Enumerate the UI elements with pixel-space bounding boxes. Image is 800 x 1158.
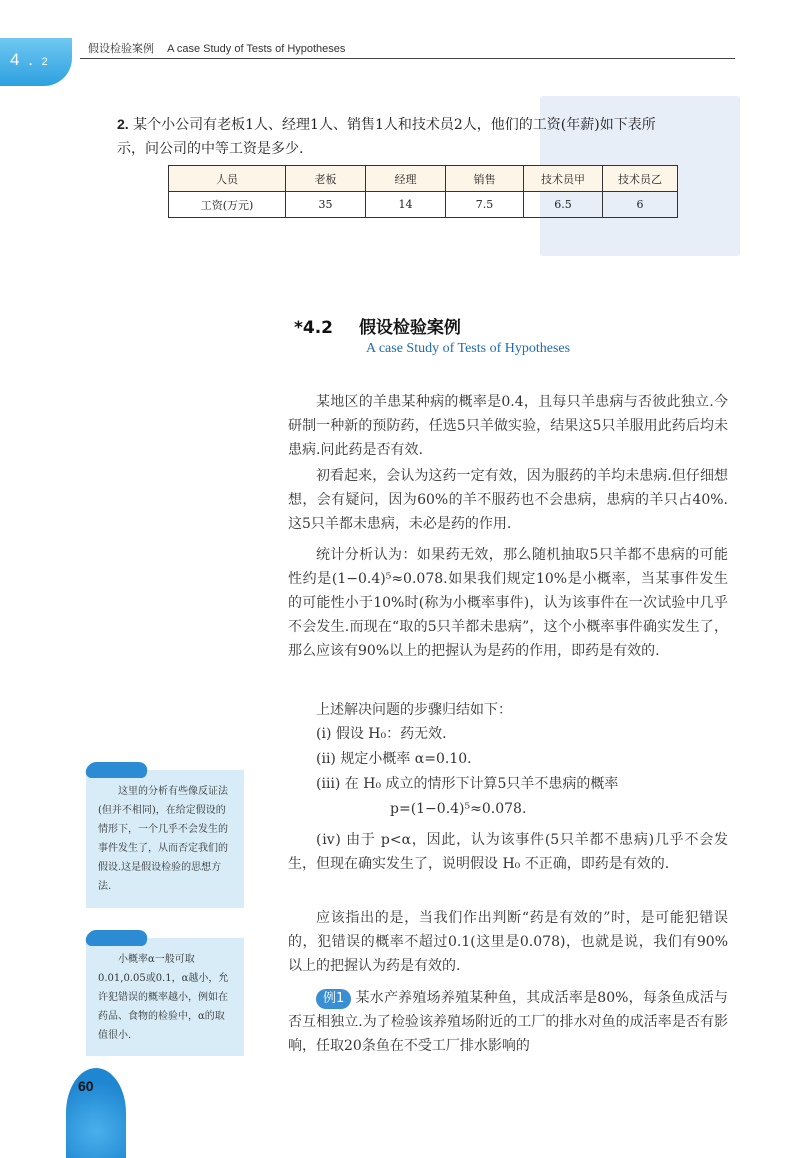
paragraph-4: 上述解决问题的步骤归结如下： [316, 702, 512, 718]
table-cell: 销售 [446, 166, 524, 192]
paragraph-3: 统计分析认为：如果药无效，那么随机抽取5只羊都不患病的可能性约是(1−0.4)⁵≈0.078.如果我们规定10%是小概率，当某事件发生的可能性小于10%时(称为小概率事件)，认为该事件在一次试验中几乎不会发生.而现在“取的5只羊都未患病”，这个小概率事件确实发生了，那么应该有90%以上的把握认为是药的作用，即药是有效的. [288, 547, 728, 659]
example-1 [288, 986, 728, 1058]
running-header-zh: 假设检验案例 [88, 42, 154, 55]
table-cell: 6.5 [524, 192, 603, 218]
step-3: (ⅲ) 在 H₀ 成立的情形下计算5只羊不患病的概率 [316, 776, 619, 792]
section-heading-en: A case Study of Tests of Hypotheses [366, 341, 571, 356]
section-heading-number: *4.2 [294, 318, 334, 338]
brush-stroke-icon [83, 762, 151, 778]
running-header-en: A case Study of Tests of Hypotheses [167, 43, 346, 55]
section-heading [294, 313, 461, 338]
side-note-text: 这里的分析有些像反证法(但并不相同)，在给定假设的情形下，一个几乎不会发生的事件发生了，从而否定我们的假设.这是假设检验的思想方法. [98, 786, 228, 892]
running-header [88, 40, 345, 56]
table-cell: 7.5 [446, 192, 524, 218]
table-cell: 人员 [169, 166, 286, 192]
paragraph-2: 初看起来，会认为这药一定有效，因为服药的羊均未患病.但仔细想想，会有疑问，因为60%的羊不服药也不会患病，患病的羊只占40%.这5只羊都未患病，未必是药的作用. [288, 468, 728, 532]
exercise-text: 某个小公司有老板1人、经理1人、销售1人和技术员2人，他们的工资(年薪)如下表所示，问公司的中等工资是多少. [117, 117, 656, 157]
table-cell: 经理 [366, 166, 446, 192]
header-rule [80, 58, 735, 59]
side-note-2 [86, 938, 244, 1056]
exercise-2 [117, 112, 677, 161]
table-cell: 6 [603, 192, 678, 218]
table-cell: 工资(万元) [169, 192, 286, 218]
paragraph-1: 某地区的羊患某种病的概率是0.4，且每只羊患病与否彼此独立.今研制一种新的预防药，任选5只羊做实验，结果这5只羊服用此药后均未患病.问此药是否有效. [288, 394, 728, 458]
paragraph-5: 应该指出的是，当我们作出判断“药是有效的”时，是可能犯错误的，犯错误的概率不超过0.1(这里是0.078)，也就是说，我们有90%以上的把握认为药是有效的. [288, 910, 728, 974]
example-text: 某水产养殖场养殖某种鱼，其成活率是80%，每条鱼成活与否互相独立.为了检验该养殖场附近的工厂的排水对鱼的成活率是否有影响，任取20条鱼在不受工厂排水影响的 [288, 990, 728, 1054]
table-cell: 技术员甲 [524, 166, 603, 192]
formula: p=(1−0.4)⁵≈0.078. [390, 801, 527, 817]
section-heading-title: 假设检验案例 [358, 318, 461, 338]
table-header-row [169, 166, 678, 192]
step-2: (ⅱ) 规定小概率 α=0.10. [316, 751, 472, 767]
table-cell: 技术员乙 [603, 166, 678, 192]
table-cell: 14 [366, 192, 446, 218]
table-cell: 老板 [286, 166, 366, 192]
page-number: 60 [78, 1078, 94, 1094]
step-4: (ⅳ) 由于 p<α，因此，认为该事件(5只羊都不患病)几乎不会发生，但现在确实发生了，说明假设 H₀ 不正确，即药是有效的. [288, 832, 728, 872]
example-tag: 例1 [316, 989, 351, 1009]
wage-table [168, 165, 678, 218]
side-note-1 [86, 770, 244, 908]
page-number-badge [66, 1068, 126, 1158]
side-note-text: 小概率α一般可取0.01,0.05或0.1，α越小，允许犯错误的概率越小，例如在药品、食物的检验中，α的取值很小. [98, 954, 229, 1041]
brush-stroke-icon [83, 930, 151, 946]
table-row [169, 192, 678, 218]
step-1: (ⅰ) 假设 H₀：药无效. [316, 726, 447, 742]
exercise-number: 2. [117, 116, 129, 132]
section-number: 4 . 2 [10, 50, 50, 69]
table-cell: 35 [286, 192, 366, 218]
